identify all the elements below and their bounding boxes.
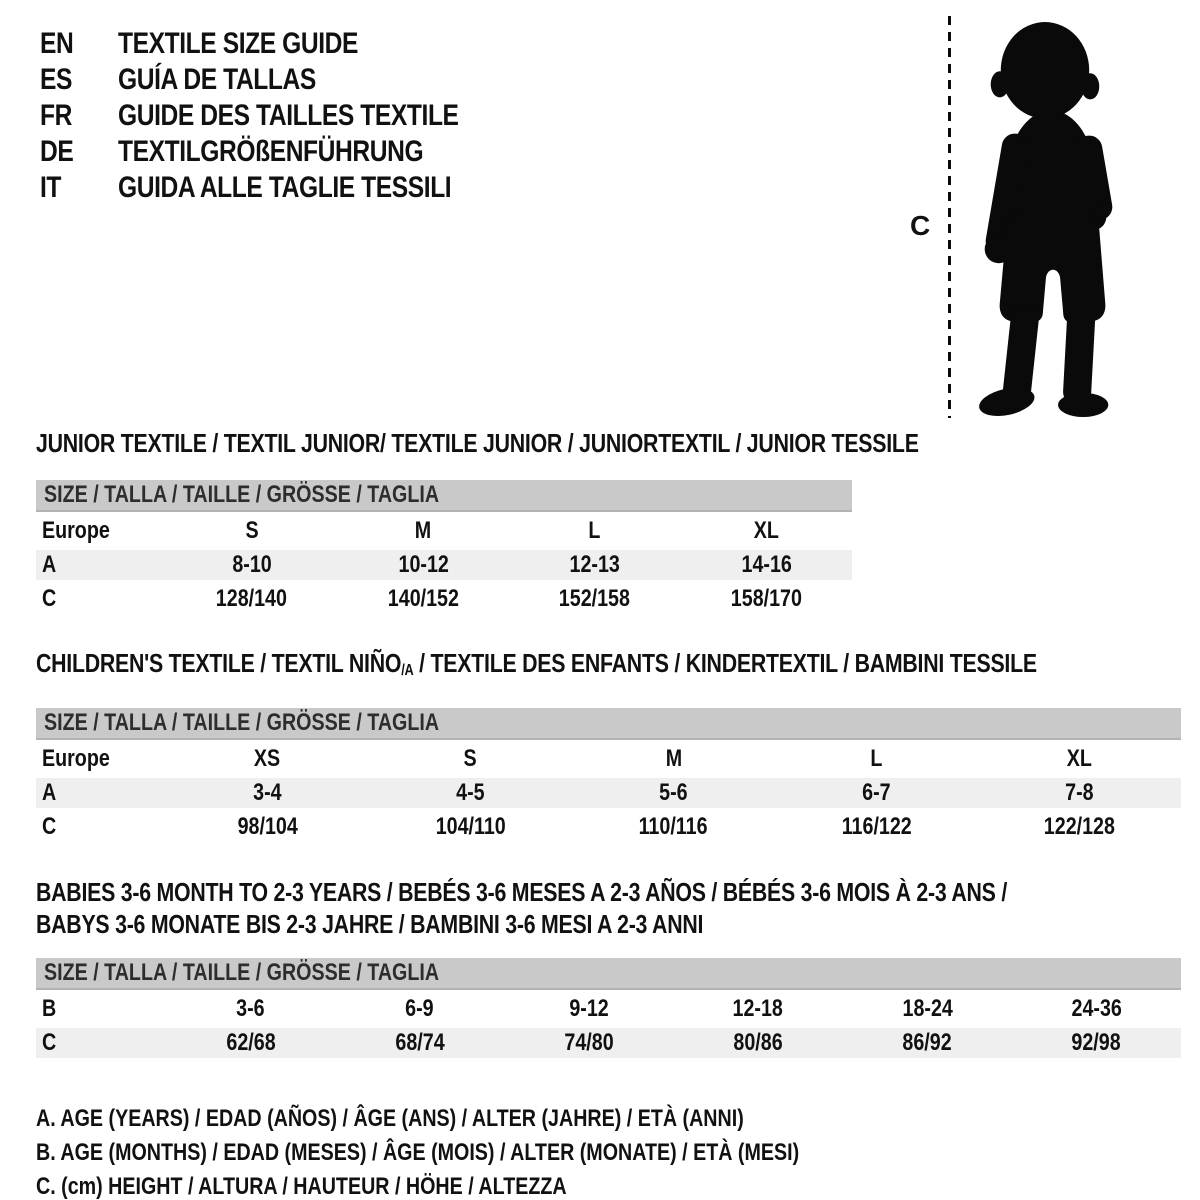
legend-line-c xyxy=(36,1170,1200,1200)
size-cell xyxy=(369,778,572,808)
cell-text: 24-36 xyxy=(1071,995,1122,1022)
cell-text: C xyxy=(42,813,57,840)
cell-text: 8-10 xyxy=(232,551,272,578)
cell-text: 74/80 xyxy=(564,1029,614,1056)
cell-text: 4-5 xyxy=(456,779,485,806)
junior-section-title xyxy=(36,430,1200,456)
size-cell xyxy=(775,778,978,808)
row-label-cell xyxy=(36,550,166,580)
junior-section-title-text: JUNIOR TEXTILE / TEXTIL JUNIOR/ TEXTILE JUNIOR / JUNIORTEXTIL / JUNIOR TESSILE xyxy=(36,428,919,458)
row-label-cell xyxy=(36,778,166,808)
size-header-row xyxy=(36,958,1181,990)
babies-title-line2: BABYS 3-6 MONATE BIS 2-3 JAHRE / BAMBINI 3-6 MESI A 2-3 ANNI xyxy=(36,909,704,939)
babies-title-line1: BABIES 3-6 MONTH TO 2-3 YEARS / BEBÉS 3-6 MESES A 2-3 AÑOS / BÉBÉS 3-6 MOIS À 2-3 ANS / xyxy=(36,877,1008,907)
size-header-row xyxy=(36,480,852,512)
language-code xyxy=(40,170,118,206)
cell-text: 7-8 xyxy=(1065,779,1094,806)
language-label xyxy=(118,98,533,134)
size-header-text: SIZE / TALLA / TAILLE / GRÖSSE / TAGLIA xyxy=(44,959,440,986)
language-code xyxy=(40,26,118,62)
children-section xyxy=(36,650,1200,846)
cell-text: 14-16 xyxy=(741,551,792,578)
cell-text: 128/140 xyxy=(216,585,288,612)
row-label-cell xyxy=(36,516,166,546)
cell-text: 140/152 xyxy=(387,585,459,612)
cell-text: 6-9 xyxy=(405,995,434,1022)
cell-text: 6-7 xyxy=(862,779,891,806)
language-code xyxy=(40,98,118,134)
size-cell xyxy=(673,994,842,1024)
children-section-title-text xyxy=(36,650,1037,684)
size-cell xyxy=(1012,994,1181,1024)
language-label-text: GUIDA ALLE TAGLIE TESSILI xyxy=(118,171,452,204)
size-cell xyxy=(166,516,338,546)
cell-text: C xyxy=(42,585,57,612)
size-cell xyxy=(166,550,338,580)
cell-text: 5-6 xyxy=(659,779,688,806)
size-cell xyxy=(166,812,369,842)
language-list xyxy=(40,26,533,206)
row-label-cell xyxy=(36,744,166,774)
cell-text: 12-13 xyxy=(569,551,620,578)
size-header-text: SIZE / TALLA / TAILLE / GRÖSSE / TAGLIA xyxy=(44,481,440,508)
legend-line-a xyxy=(36,1102,1200,1136)
cell-text: 158/170 xyxy=(730,585,802,612)
cell-text: 62/68 xyxy=(225,1029,276,1056)
language-label xyxy=(118,170,524,206)
cell-text: 92/98 xyxy=(1071,1029,1122,1056)
language-code-text: IT xyxy=(40,171,62,204)
table-row xyxy=(36,584,852,614)
size-cell xyxy=(978,778,1181,808)
size-cell xyxy=(572,812,775,842)
children-size-table xyxy=(36,704,1181,846)
size-cell xyxy=(681,550,853,580)
cell-text: S xyxy=(463,745,478,772)
size-cell xyxy=(166,1028,335,1058)
cell-text: 68/74 xyxy=(395,1029,445,1056)
row-label-cell xyxy=(36,812,166,842)
cell-text: XL xyxy=(1066,745,1093,772)
cell-text: 3-4 xyxy=(253,779,282,806)
language-label-text: TEXTILGRÖßENFÜHRUNG xyxy=(118,135,424,168)
cell-text: C xyxy=(42,1029,57,1056)
size-header-bar xyxy=(36,480,852,512)
cell-text: B xyxy=(42,995,57,1022)
cell-text: 9-12 xyxy=(569,995,609,1022)
table-row xyxy=(36,744,1181,774)
size-cell xyxy=(775,744,978,774)
title-prefix: CHILDREN'S TEXTILE / TEXTIL NIÑO xyxy=(36,648,402,678)
language-row xyxy=(40,62,533,98)
size-cell xyxy=(1012,1028,1181,1058)
table-row xyxy=(36,778,1181,808)
table-row xyxy=(36,994,1181,1024)
size-cell xyxy=(843,1028,1012,1058)
size-cell xyxy=(504,994,673,1024)
table-row xyxy=(36,1028,1181,1058)
row-label-cell xyxy=(36,584,166,614)
size-cell xyxy=(775,812,978,842)
babies-size-table xyxy=(36,954,1181,1062)
cell-text: M xyxy=(665,745,682,772)
language-label xyxy=(118,62,359,98)
cell-text: 110/116 xyxy=(639,813,708,840)
size-cell xyxy=(166,744,369,774)
size-header-bar xyxy=(36,958,1181,990)
babies-section xyxy=(36,876,1200,1062)
size-cell xyxy=(504,1028,673,1058)
size-cell xyxy=(166,584,338,614)
cell-text: 18-24 xyxy=(902,995,953,1022)
size-cell xyxy=(681,516,853,546)
cell-text: Europe xyxy=(42,745,110,772)
size-cell xyxy=(509,550,681,580)
language-code-text: FR xyxy=(40,99,72,132)
toddler-silhouette-icon xyxy=(962,18,1134,420)
language-label xyxy=(118,134,490,170)
language-label-text: GUIDE DES TAILLES TEXTILE xyxy=(118,99,459,132)
size-cell xyxy=(166,994,335,1024)
language-label xyxy=(118,26,411,62)
cell-text: 122/128 xyxy=(1043,813,1116,840)
cell-text: S xyxy=(245,517,259,544)
cell-text: 116/122 xyxy=(841,813,912,840)
legend-line-c-text: C. (cm) HEIGHT / ALTURA / HAUTEUR / HÖHE / ALTEZZA xyxy=(36,1173,567,1200)
size-cell xyxy=(369,744,572,774)
cell-text: 3-6 xyxy=(236,995,265,1022)
cell-text: XS xyxy=(254,745,281,772)
language-code-text: EN xyxy=(40,27,74,60)
language-code-text: DE xyxy=(40,135,74,168)
height-measure-label: C xyxy=(910,210,931,241)
legend-line-b-text: B. AGE (MONTHS) / EDAD (MESES) / ÂGE (MOIS) / ALTER (MONATE) / ETÀ (MESI) xyxy=(36,1139,800,1166)
language-row xyxy=(40,170,533,206)
cell-text: 104/110 xyxy=(435,813,506,840)
cell-text: A xyxy=(42,779,57,806)
size-header-text: SIZE / TALLA / TAILLE / GRÖSSE / TAGLIA xyxy=(44,709,440,736)
language-label-text: GUÍA DE TALLAS xyxy=(118,63,316,96)
size-cell xyxy=(978,812,1181,842)
size-cell xyxy=(681,584,853,614)
size-cell xyxy=(843,994,1012,1024)
size-cell xyxy=(673,1028,842,1058)
row-label-cell xyxy=(36,1028,166,1058)
measurement-legend xyxy=(36,1102,1200,1200)
language-row xyxy=(40,26,533,62)
cell-text: A xyxy=(42,551,57,578)
table-row xyxy=(36,812,1181,842)
junior-section xyxy=(36,430,1200,618)
cell-text: 98/104 xyxy=(237,813,298,840)
row-label-cell xyxy=(36,994,166,1024)
title-subscript: /A xyxy=(401,662,414,679)
language-row xyxy=(40,98,533,134)
size-cell xyxy=(338,550,510,580)
size-cell xyxy=(572,744,775,774)
size-header-bar xyxy=(36,708,1181,740)
title-suffix: / TEXTILE DES ENFANTS / KINDERTEXTIL / BAMBINI TESSILE xyxy=(413,648,1037,678)
language-label-text: TEXTILE SIZE GUIDE xyxy=(118,27,359,60)
children-section-title xyxy=(36,650,1200,684)
size-cell xyxy=(338,516,510,546)
cell-text: 152/158 xyxy=(559,585,631,612)
table-row xyxy=(36,550,852,580)
legend-line-a-text: A. AGE (YEARS) / EDAD (AÑOS) / ÂGE (ANS) / ALTER (JAHRE) / ETÀ (ANNI) xyxy=(36,1105,744,1132)
cell-text: 80/86 xyxy=(733,1029,783,1056)
cell-text: L xyxy=(588,517,601,544)
guide-header xyxy=(0,0,1200,430)
size-cell xyxy=(335,1028,504,1058)
cell-text: L xyxy=(870,745,883,772)
size-cell xyxy=(572,778,775,808)
cell-text: 10-12 xyxy=(398,551,449,578)
language-code xyxy=(40,134,118,170)
size-cell xyxy=(509,584,681,614)
size-cell xyxy=(509,516,681,546)
language-code xyxy=(40,62,118,98)
height-measure-line xyxy=(948,16,951,418)
language-code-text: ES xyxy=(40,63,73,96)
cell-text: Europe xyxy=(42,517,110,544)
cell-text: XL xyxy=(753,517,779,544)
legend-line-b xyxy=(36,1136,1200,1170)
language-row xyxy=(40,134,533,170)
babies-section-title xyxy=(36,876,1200,940)
junior-size-table xyxy=(36,476,852,618)
size-cell xyxy=(335,994,504,1024)
size-cell xyxy=(338,584,510,614)
size-cell xyxy=(978,744,1181,774)
cell-text: 12-18 xyxy=(732,995,784,1022)
size-cell xyxy=(369,812,572,842)
size-header-row xyxy=(36,708,1181,740)
cell-text: M xyxy=(415,517,432,544)
table-row xyxy=(36,516,852,546)
cell-text: 86/92 xyxy=(902,1029,952,1056)
size-cell xyxy=(166,778,369,808)
